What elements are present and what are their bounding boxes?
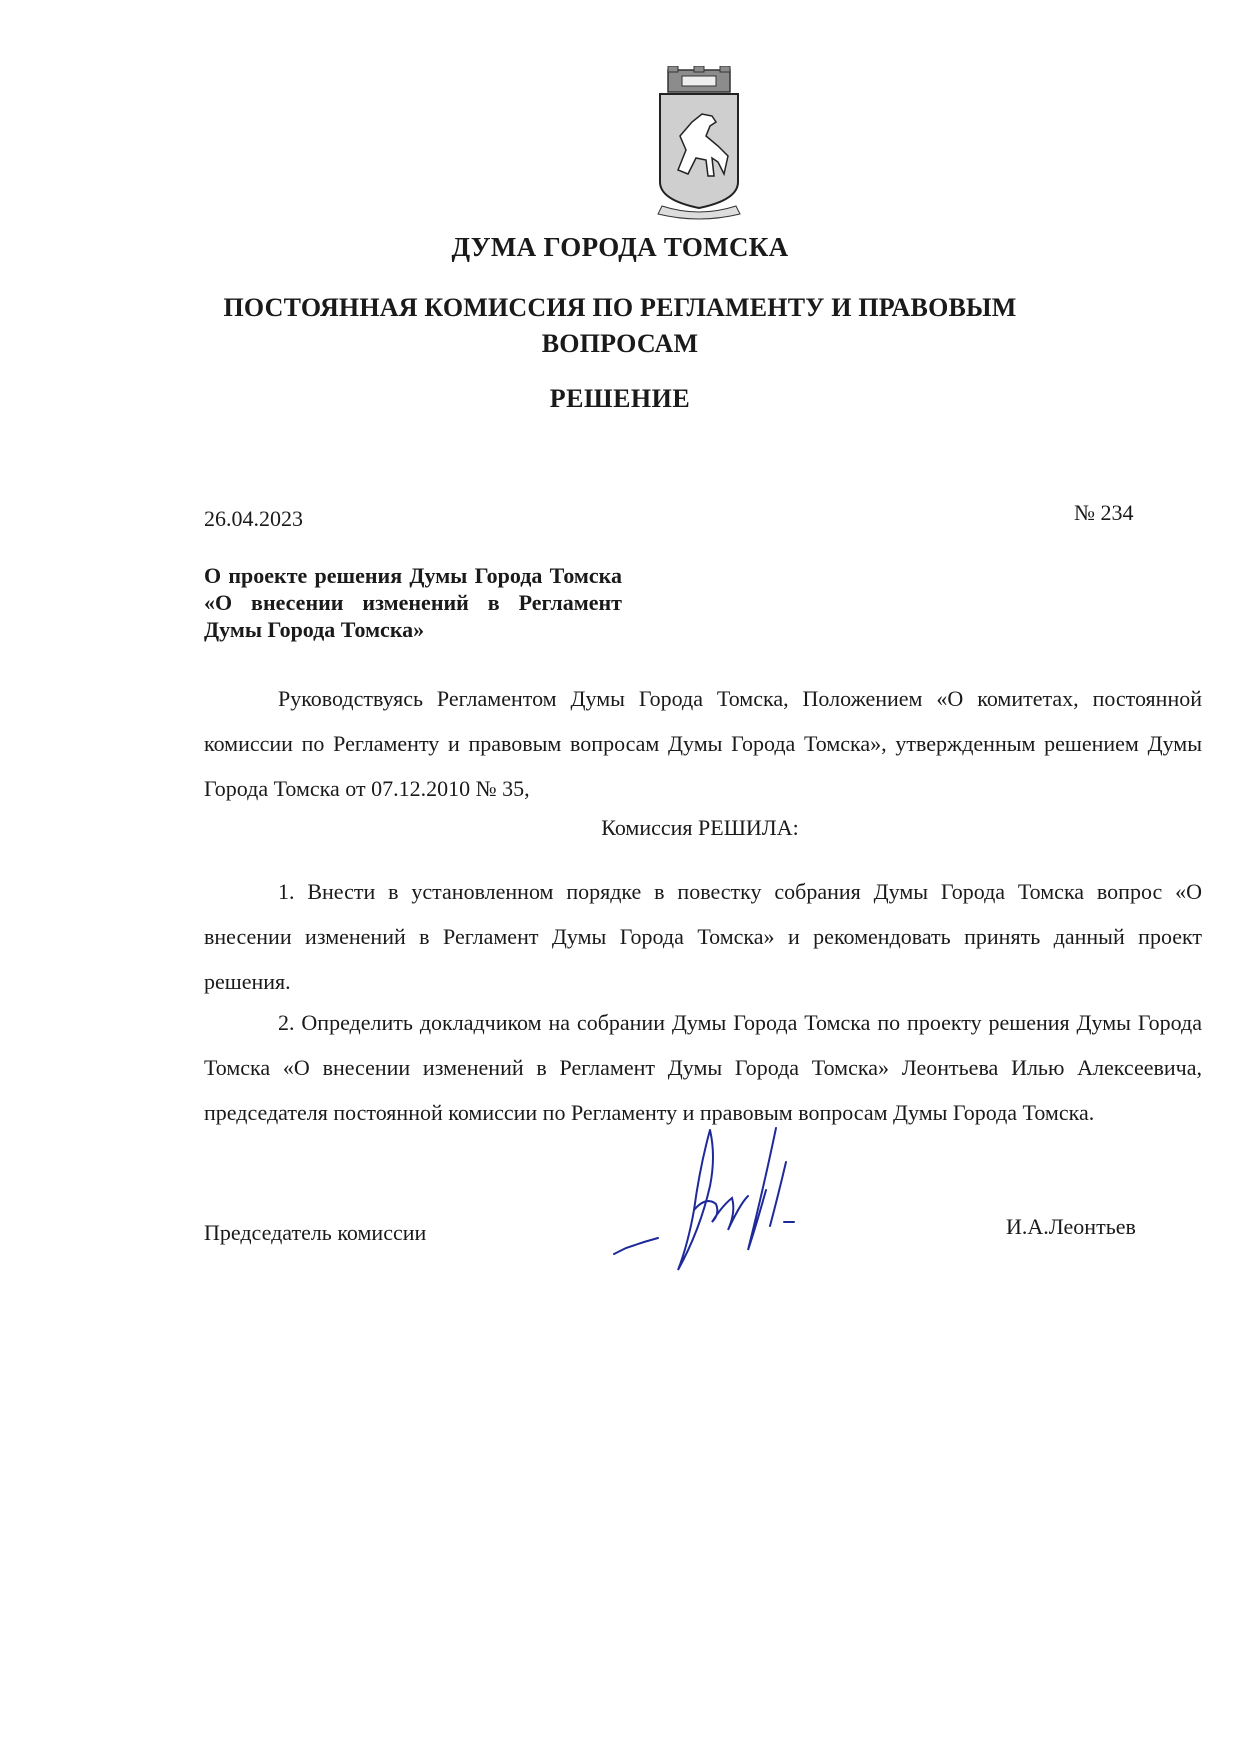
handwritten-signature	[608, 1126, 848, 1276]
decision-item-2	[204, 1000, 1202, 1135]
document-subject: О проекте решения Думы Города Томска «О внесении изменений в Регламент Думы Города Томска»	[204, 563, 622, 642]
signatory-role: Председатель комиссии	[204, 1220, 427, 1245]
preamble-paragraph	[204, 676, 1202, 811]
preamble-text: Руководствуясь Регламентом Думы Города Томска, Положением «О комитетах, постоянной комиссии по Регламенту и правовым вопросам Думы Города Томска», утвержденным решением Думы Города Томска от 07.12.2010 № 35,	[204, 686, 1202, 801]
commission-title-line1: ПОСТОЯННАЯ КОМИССИЯ ПО РЕГЛАМЕНТУ И ПРАВОВЫМ	[223, 293, 1017, 322]
signatory-name: И.А.Леонтьев	[1006, 1214, 1136, 1239]
commission-title	[0, 290, 1240, 362]
resolved-label: Комиссия РЕШИЛА:	[601, 815, 799, 840]
document-date: 26.04.2023	[204, 506, 303, 531]
coat-of-arms-icon	[652, 66, 746, 220]
decision-item-2-text: 2. Определить докладчиком на собрании Думы Города Томска по проекту решения Думы Города Томска «О внесении изменений в Регламент Думы Города Томска» Леонтьева Илью Алексеевича, председателя постоянной комиссии по Регламенту и правовым вопросам Думы Города Томска.	[204, 1010, 1202, 1125]
duma-title: ДУМА ГОРОДА ТОМСКА	[451, 232, 789, 262]
decision-item-1-text: 1. Внести в установленном порядке в повестку собрания Думы Города Томска вопрос «О внесении изменений в Регламент Думы Города Томска» и рекомендовать принять данный проект решения.	[204, 879, 1202, 994]
commission-title-line2: ВОПРОСАМ	[541, 329, 699, 358]
decision-label: РЕШЕНИЕ	[549, 384, 691, 413]
document-number: № 234	[1074, 500, 1134, 525]
decision-item-1	[204, 869, 1202, 1004]
